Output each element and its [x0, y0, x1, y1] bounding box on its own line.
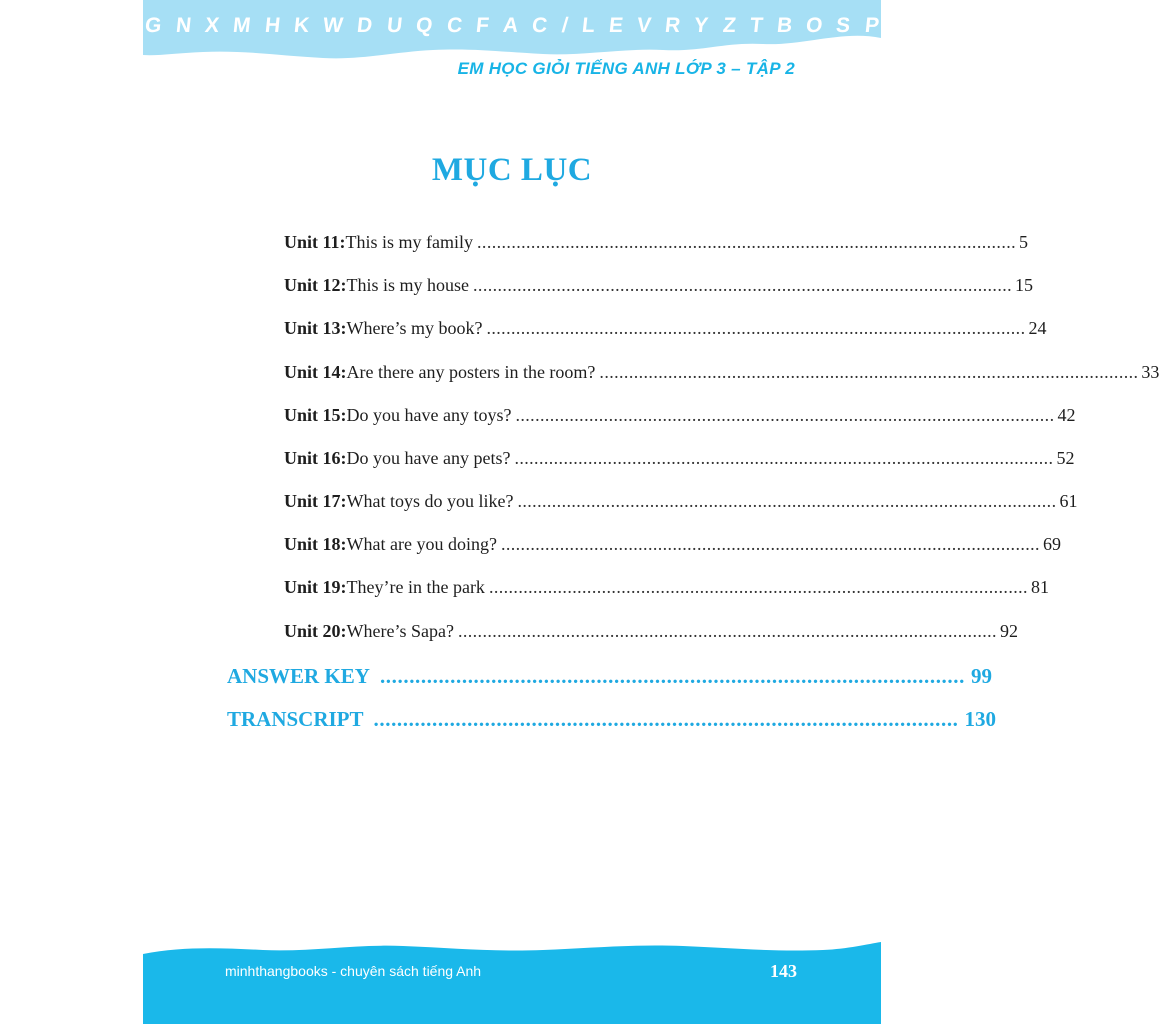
leader-dots: ....................................................................................................	[373, 707, 959, 731]
unit-number: Unit 12:	[284, 275, 347, 295]
page-ref: 5	[1019, 232, 1029, 252]
page-ref: 15	[1015, 275, 1034, 295]
unit-title: Where’s Sapa?	[346, 621, 454, 641]
leader-dots: ..............................................................................................................	[514, 448, 1054, 468]
alphabet-letter: B	[775, 14, 793, 37]
alphabet-letter: C	[531, 14, 549, 37]
toc-entry[interactable]	[284, 621, 1018, 642]
unit-title: Do you have any toys?	[346, 405, 512, 425]
publisher-tagline: minhthangbooks - chuyên sách tiếng Anh	[225, 963, 482, 979]
decorative-alphabet-strip	[143, 14, 881, 38]
unit-number: Unit 19:	[284, 577, 347, 597]
alphabet-letter: Z	[721, 14, 737, 37]
toc-entry[interactable]	[284, 405, 1076, 426]
alphabet-letter: V	[635, 14, 653, 37]
unit-title: Are there any posters in the room?	[346, 362, 596, 382]
page-ref: 92	[999, 621, 1018, 641]
unit-number: Unit 16:	[284, 448, 347, 468]
alphabet-letter: Q	[414, 14, 434, 37]
alphabet-letter: F	[474, 14, 491, 37]
toc-entry[interactable]	[284, 318, 1047, 339]
alphabet-letter: R	[663, 14, 682, 37]
unit-title: What toys do you like?	[346, 491, 514, 511]
unit-number: Unit 13:	[284, 318, 347, 338]
alphabet-letter: G	[143, 14, 163, 37]
page-ref: 81	[1030, 577, 1049, 597]
page-ref: 61	[1059, 491, 1078, 511]
alphabet-letter: C	[445, 14, 464, 37]
transcript-page: 130	[964, 707, 997, 731]
answer-key-page: 99	[970, 664, 992, 688]
page-ref: 24	[1028, 318, 1047, 338]
page-ref: 52	[1056, 448, 1075, 468]
unit-number: Unit 14:	[284, 362, 347, 382]
toc-entry[interactable]	[284, 275, 1034, 296]
alphabet-letter: K	[292, 14, 311, 37]
alphabet-letter: E	[607, 14, 624, 37]
toc-entry[interactable]	[284, 448, 1075, 469]
unit-number: Unit 18:	[284, 534, 347, 554]
toc-title: MỤC LỤC	[431, 152, 593, 188]
toc-entry[interactable]	[284, 491, 1078, 512]
unit-title: This is my house	[346, 275, 470, 295]
alphabet-letter: Y	[693, 14, 710, 37]
unit-number: Unit 11:	[284, 232, 346, 252]
alphabet-letter: H	[263, 14, 282, 37]
toc-entry[interactable]	[284, 577, 1049, 598]
page-ref: 42	[1057, 405, 1076, 425]
transcript-label: TRANSCRIPT	[227, 707, 364, 731]
leader-dots: ..............................................................................................................	[488, 577, 1028, 597]
alphabet-letter: M	[231, 14, 252, 37]
leader-dots: ..............................................................................................................	[599, 362, 1139, 382]
page-ref: 33	[1141, 362, 1159, 382]
alphabet-letter: L	[580, 14, 596, 37]
page-ref: 69	[1042, 534, 1061, 554]
unit-number: Unit 17:	[284, 491, 347, 511]
alphabet-letter: /	[560, 14, 569, 37]
leader-dots: ..............................................................................................................	[477, 232, 1017, 252]
unit-number: Unit 20:	[284, 621, 347, 641]
leader-dots: ....................................................................................................	[379, 664, 965, 688]
toc-entry[interactable]	[284, 232, 1029, 253]
leader-dots: ..............................................................................................................	[517, 491, 1057, 511]
alphabet-letter: S	[835, 14, 852, 37]
answer-key-entry[interactable]	[227, 664, 992, 689]
unit-title: Do you have any pets?	[346, 448, 511, 468]
alphabet-letter: U	[385, 14, 404, 37]
unit-title: This is my family	[345, 232, 474, 252]
unit-title: Where’s my book?	[346, 318, 483, 338]
unit-title: What are you doing?	[346, 534, 497, 554]
series-title: EM HỌC GIỎI TIẾNG ANH LỚP 3 – TẬP 2	[457, 59, 795, 78]
alphabet-letter: O	[804, 14, 824, 37]
alphabet-letter: T	[748, 14, 764, 37]
leader-dots: ..............................................................................................................	[515, 405, 1055, 425]
alphabet-letter: W	[322, 14, 345, 37]
transcript-entry[interactable]	[227, 707, 997, 732]
leader-dots: ..............................................................................................................	[473, 275, 1013, 295]
unit-number: Unit 15:	[284, 405, 347, 425]
book-page	[143, 0, 1159, 1024]
toc-entry[interactable]	[284, 362, 1159, 383]
leader-dots: ..............................................................................................................	[457, 621, 997, 641]
leader-dots: ..............................................................................................................	[486, 318, 1026, 338]
leader-dots: ..............................................................................................................	[500, 534, 1040, 554]
answer-key-label: ANSWER KEY	[227, 664, 370, 688]
alphabet-letter: A	[501, 14, 520, 37]
alphabet-letter: P	[863, 14, 880, 37]
page-number: 143	[770, 961, 797, 981]
unit-title: They’re in the park	[346, 577, 485, 597]
alphabet-letter: N	[174, 14, 192, 37]
toc-entry[interactable]	[284, 534, 1061, 555]
alphabet-letter: D	[356, 14, 374, 37]
alphabet-letter: X	[203, 14, 221, 37]
